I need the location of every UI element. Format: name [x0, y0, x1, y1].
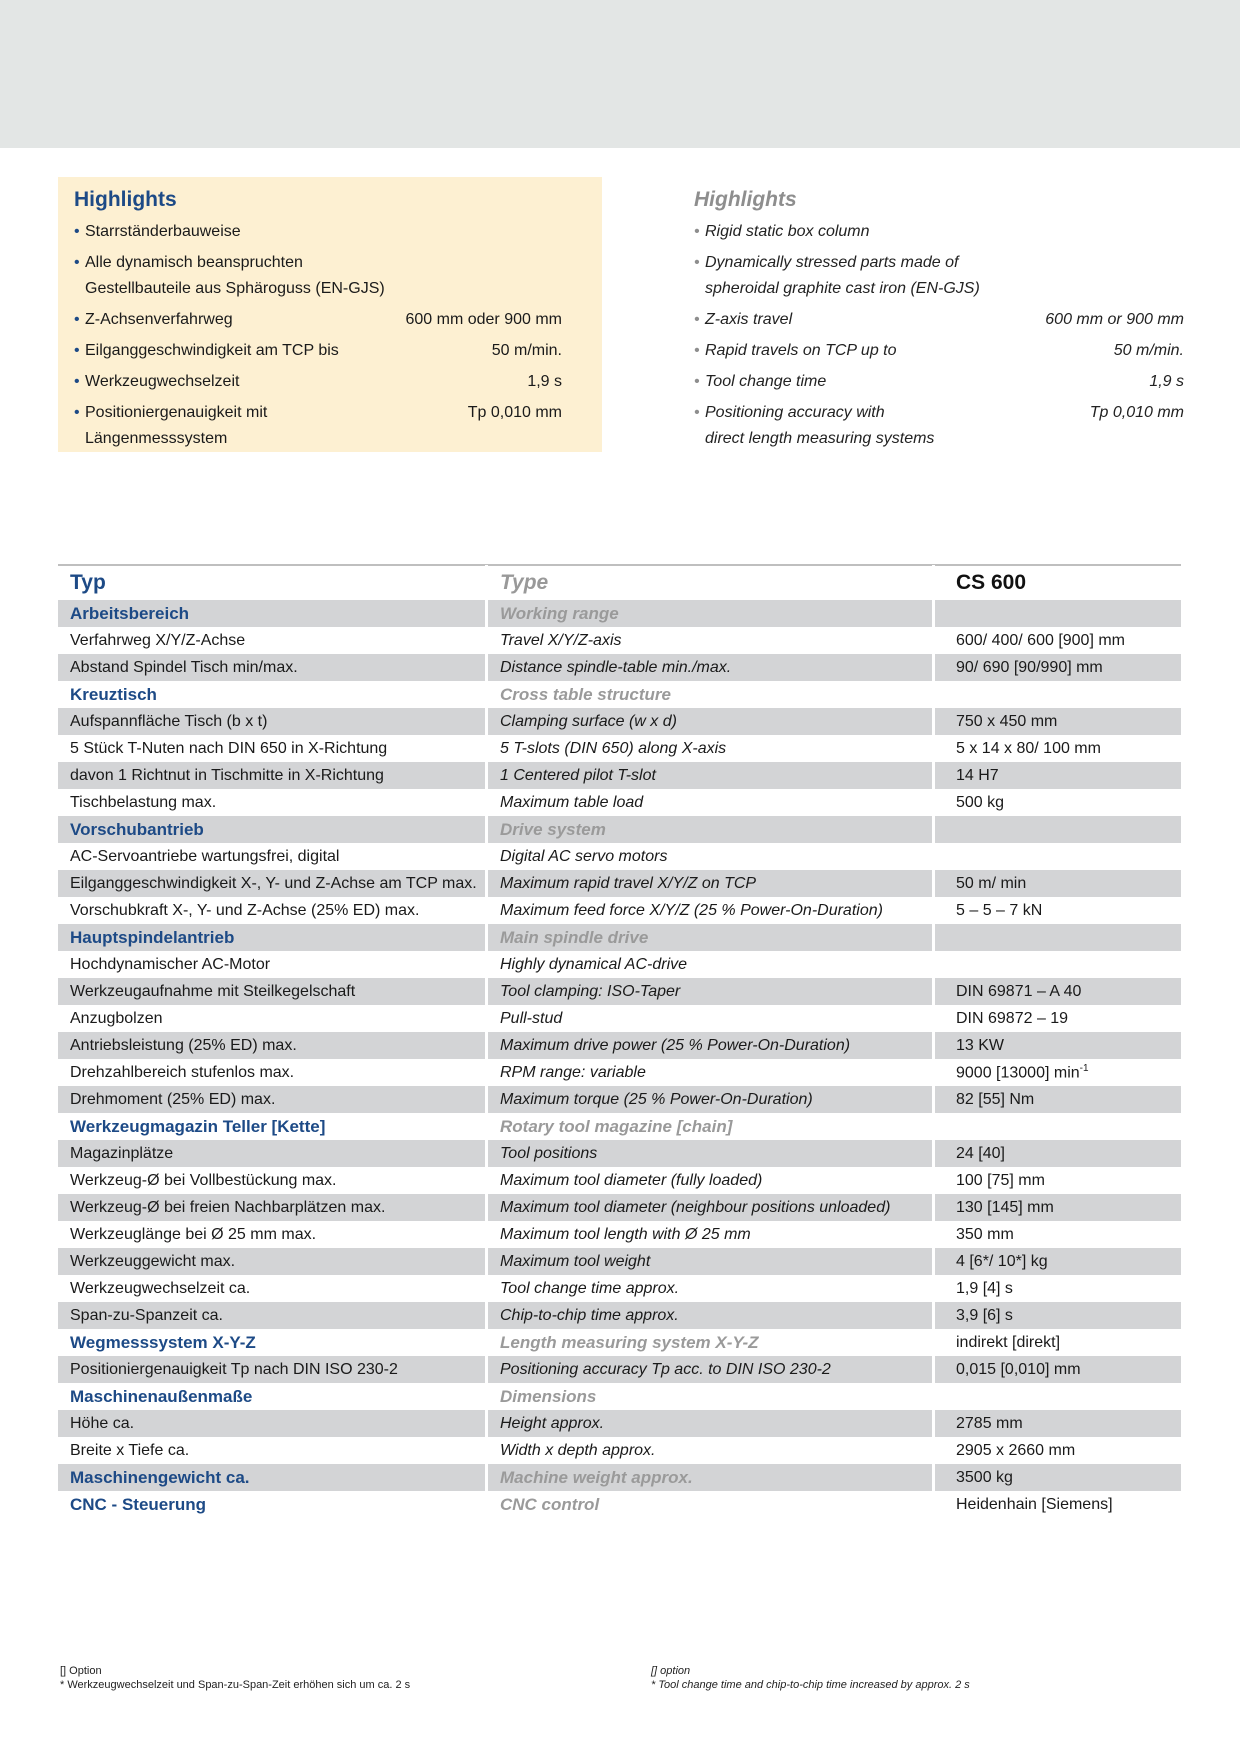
- highlight-en-item: [694, 219, 1184, 245]
- bullet-icon: •: [74, 342, 80, 359]
- cell-en-text: Chip-to-chip time approx.: [500, 1306, 679, 1324]
- cell-en: [485, 708, 932, 735]
- highlight-de-label: Alle dynamisch beanspruchten Gestellbauteile aus Sphäroguss (EN-GJS): [85, 254, 385, 297]
- cell-en-text: Tool clamping: ISO-Taper: [500, 982, 681, 1000]
- cell-val-text: 3500 kg: [956, 1468, 1013, 1486]
- cell-de-text: Positioniergenauigkeit Tp nach DIN ISO 230-2: [70, 1360, 398, 1378]
- table-row: [58, 978, 1181, 1005]
- cell-en: [485, 843, 932, 870]
- highlight-en-item: [694, 338, 1184, 364]
- bullet-icon: •: [694, 223, 700, 240]
- cell-en: [485, 1248, 932, 1275]
- cell-de-text: Werkzeuggewicht max.: [70, 1252, 236, 1270]
- highlight-de-label: Starrständerbauweise: [85, 223, 241, 240]
- cell-en-text: Working range: [500, 603, 619, 623]
- cell-val: [932, 951, 1181, 978]
- cell-val: [932, 654, 1181, 681]
- cell-en-text: Maximum tool diameter (fully loaded): [500, 1171, 763, 1189]
- cell-en: [485, 735, 932, 762]
- cell-val: [932, 870, 1181, 897]
- cell-de: [58, 654, 485, 681]
- cell-val-text: 24 [40]: [956, 1144, 1005, 1162]
- bullet-icon: •: [74, 373, 80, 390]
- cell-val-text: 600/ 400/ 600 [900] mm: [956, 631, 1125, 649]
- cell-val-text: indirekt [direkt]: [956, 1333, 1061, 1351]
- table-row: [58, 1059, 1181, 1086]
- cell-en-text: Length measuring system X-Y-Z: [500, 1332, 759, 1352]
- cell-val-text: 90/ 690 [90/990] mm: [956, 658, 1103, 676]
- cell-de: [58, 1383, 485, 1410]
- cell-de: [58, 1275, 485, 1302]
- cell-de-text: davon 1 Richtnut in Tischmitte in X-Richtung: [70, 766, 384, 784]
- cell-en-text: Maximum feed force X/Y/Z (25 % Power-On-Duration): [500, 901, 883, 919]
- section-row: [58, 1113, 1181, 1140]
- cell-val: [932, 924, 1181, 951]
- header-type: Type: [485, 565, 932, 600]
- cell-en: [485, 951, 932, 978]
- highlight-en-value: 600 mm or 900 mm: [1045, 311, 1184, 328]
- cell-de-text: Drehmoment (25% ED) max.: [70, 1090, 276, 1108]
- cell-en-text: CNC control: [500, 1494, 600, 1514]
- highlight-de-value: 50 m/min.: [491, 342, 562, 359]
- cell-de-text: Höhe ca.: [70, 1414, 135, 1432]
- cell-de: [58, 1140, 485, 1167]
- cell-val-text: 350 mm: [956, 1225, 1014, 1243]
- bullet-icon: •: [74, 223, 80, 240]
- highlight-de-item: [74, 400, 562, 452]
- cell-de: [58, 1059, 485, 1086]
- cell-val-text: 9000 [13000] min: [956, 1064, 1080, 1082]
- highlights-de-title: Highlights: [74, 188, 177, 211]
- cell-en: [485, 1032, 932, 1059]
- highlight-en-label: Tool change time: [705, 373, 827, 390]
- cell-de-text: Abstand Spindel Tisch min/max.: [70, 658, 298, 676]
- cell-en: [485, 1140, 932, 1167]
- cell-en-text: Height approx.: [500, 1414, 605, 1432]
- cell-en-text: 5 T-slots (DIN 650) along X-axis: [500, 739, 727, 757]
- cell-val: [932, 843, 1181, 870]
- cell-de: [58, 1194, 485, 1221]
- cell-en-text: Maximum rapid travel X/Y/Z on TCP: [500, 874, 757, 892]
- cell-en: [485, 1491, 932, 1518]
- cell-de-text: Wegmesssystem X-Y-Z: [70, 1332, 256, 1352]
- highlight-en-item: [694, 369, 1184, 395]
- cell-de: [58, 1086, 485, 1113]
- bullet-icon: •: [694, 404, 700, 421]
- table-row: [58, 627, 1181, 654]
- cell-en: [485, 789, 932, 816]
- highlights-en-list: [686, 219, 1184, 452]
- table-row: [58, 1194, 1181, 1221]
- cell-val-text: 3,9 [6] s: [956, 1306, 1013, 1324]
- table-row: [58, 1275, 1181, 1302]
- cell-val: [932, 600, 1181, 627]
- cell-en: [485, 816, 932, 843]
- highlight-de-value: Tp 0,010 mm: [467, 404, 562, 421]
- table-row: [58, 708, 1181, 735]
- cell-val-text: Heidenhain [Siemens]: [956, 1495, 1113, 1513]
- cell-de: [58, 1248, 485, 1275]
- cell-en: [485, 1167, 932, 1194]
- highlight-de-item: [74, 219, 562, 245]
- cell-en: [485, 1086, 932, 1113]
- table-row: [58, 1032, 1181, 1059]
- highlight-en-label: Rigid static box column: [705, 223, 870, 240]
- cell-en-text: Main spindle drive: [500, 927, 649, 947]
- cell-en: [485, 1275, 932, 1302]
- cell-de-text: CNC - Steuerung: [70, 1494, 206, 1514]
- cell-en-text: 1 Centered pilot T-slot: [500, 766, 656, 784]
- highlight-en-item: [694, 307, 1184, 333]
- cell-val: [932, 816, 1181, 843]
- cell-de: [58, 1032, 485, 1059]
- highlight-en-value: 50 m/min.: [1113, 342, 1184, 359]
- cell-en: [485, 1302, 932, 1329]
- cell-val-text: 5 x 14 x 80/ 100 mm: [956, 739, 1101, 757]
- footnote-star-de: * Werkzeugwechselzeit und Span-zu-Span-Zeit erhöhen sich um ca. 2 s: [60, 1679, 411, 1691]
- cell-en: [485, 1410, 932, 1437]
- cell-val-text: 500 kg: [956, 793, 1005, 811]
- highlight-de-label: Eilganggeschwindigkeit am TCP bis: [85, 342, 339, 359]
- bullet-icon: •: [694, 311, 700, 328]
- cell-de: [58, 951, 485, 978]
- cell-de: [58, 762, 485, 789]
- cell-val: [932, 1194, 1181, 1221]
- table-row: [58, 1437, 1181, 1464]
- table-row: [58, 1248, 1181, 1275]
- bullet-icon: •: [74, 404, 80, 421]
- cell-en-text: Tool change time approx.: [500, 1279, 680, 1297]
- cell-de-text: Span-zu-Spanzeit ca.: [70, 1306, 223, 1324]
- table-row: [58, 1140, 1181, 1167]
- cell-de-text: Werkzeugwechselzeit ca.: [70, 1279, 251, 1297]
- cell-val: [932, 1329, 1181, 1356]
- cell-de: [58, 870, 485, 897]
- cell-de-text: Tischbelastung max.: [70, 793, 217, 811]
- cell-de-text: Vorschubkraft X-, Y- und Z-Achse (25% ED) max.: [70, 901, 420, 919]
- cell-val-text: 100 [75] mm: [956, 1171, 1045, 1189]
- cell-de-text: Eilganggeschwindigkeit X-, Y- und Z-Achse am TCP max.: [70, 874, 477, 892]
- cell-en: [485, 1383, 932, 1410]
- cell-en: [485, 1221, 932, 1248]
- cell-de-text: Vorschubantrieb: [70, 819, 204, 839]
- cell-de: [58, 924, 485, 951]
- table-row: [58, 843, 1181, 870]
- cell-de-text: Hauptspindelantrieb: [70, 927, 235, 947]
- cell-val-text: 4 [6*/ 10*] kg: [956, 1252, 1048, 1270]
- table-row: [58, 870, 1181, 897]
- cell-de: [58, 897, 485, 924]
- highlight-de-item: [74, 338, 562, 364]
- section-row: [58, 1383, 1181, 1410]
- cell-de-text: AC-Servoantriebe wartungsfrei, digital: [70, 847, 340, 865]
- cell-en-text: Width x depth approx.: [500, 1441, 656, 1459]
- table-row: [58, 654, 1181, 681]
- cell-en: [485, 1329, 932, 1356]
- cell-val: [932, 897, 1181, 924]
- cell-de-text: Werkzeug-Ø bei Vollbestückung max.: [70, 1171, 337, 1189]
- cell-val-text: 1,9 [4] s: [956, 1279, 1013, 1297]
- cell-en: [485, 1059, 932, 1086]
- footnote-option-en: [] option: [651, 1665, 691, 1677]
- highlight-de-item: [74, 369, 562, 395]
- cell-de-text: Breite x Tiefe ca.: [70, 1441, 190, 1459]
- cell-en-text: Dimensions: [500, 1386, 597, 1406]
- section-row: [58, 1464, 1181, 1491]
- cell-val: [932, 1302, 1181, 1329]
- cell-en: [485, 1464, 932, 1491]
- cell-en-text: Tool positions: [500, 1144, 598, 1162]
- highlight-de-label: Positioniergenauigkeit mit Längenmesssystem: [85, 404, 268, 447]
- header-model: CS 600: [932, 565, 1181, 600]
- cell-en-text: Clamping surface (w x d): [500, 712, 677, 730]
- cell-val-text: 750 x 450 mm: [956, 712, 1058, 730]
- cell-en: [485, 897, 932, 924]
- cell-de-text: Magazinplätze: [70, 1144, 174, 1162]
- cell-de-text: Antriebsleistung (25% ED) max.: [70, 1036, 297, 1054]
- highlight-en-item: [694, 400, 1184, 452]
- bullet-icon: •: [694, 254, 700, 271]
- cell-en: [485, 1437, 932, 1464]
- cell-en: [485, 681, 932, 708]
- cell-de: [58, 1329, 485, 1356]
- table-row: [58, 1356, 1181, 1383]
- cell-val: [932, 708, 1181, 735]
- table-header-row: [58, 565, 1181, 600]
- cell-val-text: DIN 69872 – 19: [956, 1009, 1069, 1027]
- cell-val: [932, 978, 1181, 1005]
- highlight-de-item: [74, 250, 562, 302]
- cell-de: [58, 1437, 485, 1464]
- cell-de: [58, 1005, 485, 1032]
- bullet-icon: •: [74, 311, 80, 328]
- cell-val: [932, 1167, 1181, 1194]
- table-row: [58, 762, 1181, 789]
- cell-val-text: 82 [55] Nm: [956, 1090, 1035, 1108]
- cell-val-text: 2785 mm: [956, 1414, 1023, 1432]
- cell-en: [485, 762, 932, 789]
- cell-val: [932, 789, 1181, 816]
- cell-en: [485, 1194, 932, 1221]
- cell-de: [58, 816, 485, 843]
- cell-de: [58, 978, 485, 1005]
- cell-val-text: 14 H7: [956, 766, 999, 784]
- cell-de: [58, 1410, 485, 1437]
- cell-de: [58, 1167, 485, 1194]
- highlight-en-label: Z-axis travel: [705, 311, 793, 328]
- cell-de-text: Arbeitsbereich: [70, 603, 190, 623]
- cell-de: [58, 1302, 485, 1329]
- cell-en: [485, 1356, 932, 1383]
- cell-de-text: 5 Stück T-Nuten nach DIN 650 in X-Richtung: [70, 739, 388, 757]
- highlight-en-label: Positioning accuracy with direct length measuring systems: [705, 404, 935, 447]
- cell-val-text: 13 KW: [956, 1036, 1005, 1054]
- cell-de-text: Verfahrweg X/Y/Z-Achse: [70, 631, 246, 649]
- highlights-en: [680, 177, 1188, 452]
- footnote-option-de: [] Option: [60, 1665, 102, 1677]
- table-row: [58, 951, 1181, 978]
- highlight-de-label: Z-Achsenverfahrweg: [85, 311, 233, 328]
- cell-en-text: RPM range: variable: [500, 1063, 646, 1081]
- cell-en: [485, 978, 932, 1005]
- cell-val-text: DIN 69871 – A 40: [956, 982, 1082, 1000]
- table-row: [58, 1167, 1181, 1194]
- cell-val: [932, 1086, 1181, 1113]
- cell-val: [932, 1275, 1181, 1302]
- cell-en-text: Maximum tool diameter (neighbour positions unloaded): [500, 1198, 891, 1216]
- cell-en-text: Travel X/Y/Z-axis: [500, 631, 622, 649]
- cell-de: [58, 1113, 485, 1140]
- table-row: [58, 1221, 1181, 1248]
- cell-de: [58, 843, 485, 870]
- cell-val: [932, 627, 1181, 654]
- cell-de: [58, 1356, 485, 1383]
- cell-de-text: Aufspannfläche Tisch (b x t): [70, 712, 268, 730]
- cell-de-text: Hochdynamischer AC-Motor: [70, 955, 271, 973]
- cell-val: [932, 762, 1181, 789]
- table-row: [58, 897, 1181, 924]
- footnote-star-en: * Tool change time and chip-to-chip time increased by approx. 2 s: [651, 1679, 970, 1691]
- cell-de-text: Werkzeug-Ø bei freien Nachbarplätzen max.: [70, 1198, 386, 1216]
- cell-de: [58, 600, 485, 627]
- bullet-icon: •: [694, 342, 700, 359]
- cell-val: [932, 1410, 1181, 1437]
- cell-val: [932, 1221, 1181, 1248]
- cell-en-text: Drive system: [500, 819, 606, 839]
- footnotes-en: [651, 1664, 970, 1692]
- cell-val: [932, 1140, 1181, 1167]
- cell-val: [932, 1491, 1181, 1518]
- highlight-en-value: 1,9 s: [1149, 373, 1184, 390]
- section-row: [58, 681, 1181, 708]
- cell-en: [485, 600, 932, 627]
- cell-val: [932, 1464, 1181, 1491]
- cell-de: [58, 627, 485, 654]
- cell-en: [485, 1005, 932, 1032]
- cell-de: [58, 1464, 485, 1491]
- table-row: [58, 1302, 1181, 1329]
- cell-en-text: Highly dynamical AC-drive: [500, 955, 688, 973]
- cell-en-text: Positioning accuracy Tp acc. to DIN ISO 230-2: [500, 1360, 831, 1378]
- cell-val: [932, 1356, 1181, 1383]
- cell-val: [932, 1032, 1181, 1059]
- table-row: [58, 789, 1181, 816]
- cell-en-text: Maximum tool weight: [500, 1252, 651, 1270]
- cell-en-text: Maximum torque (25 % Power-On-Duration): [500, 1090, 813, 1108]
- cell-val: [932, 1437, 1181, 1464]
- highlight-en-label: Rapid travels on TCP up to: [705, 342, 897, 359]
- cell-en: [485, 654, 932, 681]
- cell-val: [932, 1383, 1181, 1410]
- section-row: [58, 600, 1181, 627]
- cell-val-text: 50 m/ min: [956, 874, 1027, 892]
- table-row: [58, 1086, 1181, 1113]
- cell-val-text: 0,015 [0,010] mm: [956, 1360, 1081, 1378]
- cell-val-text: 2905 x 2660 mm: [956, 1441, 1076, 1459]
- section-row: [58, 1491, 1181, 1518]
- cell-de-text: Maschinengewicht ca.: [70, 1467, 250, 1487]
- cell-en-text: Machine weight approx.: [500, 1467, 693, 1487]
- highlights-de: [58, 177, 602, 452]
- cell-de-text: Maschinenaußenmaße: [70, 1386, 253, 1406]
- cell-de-text: Anzugbolzen: [70, 1009, 163, 1027]
- highlight-de-value: 1,9 s: [527, 373, 562, 390]
- section-row: [58, 816, 1181, 843]
- spec-table: [58, 565, 1181, 1518]
- cell-val-text: 5 – 5 – 7 kN: [956, 901, 1043, 919]
- table-row: [58, 1410, 1181, 1437]
- cell-en-text: Pull-stud: [500, 1009, 563, 1027]
- cell-en-text: Rotary tool magazine [chain]: [500, 1116, 733, 1136]
- highlight-en-label: Dynamically stressed parts made of spheroidal graphite cast iron (EN-GJS): [705, 254, 980, 297]
- cell-val: [932, 1005, 1181, 1032]
- cell-en: [485, 870, 932, 897]
- footnotes-de: [60, 1664, 410, 1692]
- cell-en-text: Maximum tool length with Ø 25 mm: [500, 1225, 751, 1243]
- bullet-icon: •: [74, 254, 80, 271]
- cell-de: [58, 1491, 485, 1518]
- cell-val: [932, 681, 1181, 708]
- cell-en-text: Digital AC servo motors: [500, 847, 668, 865]
- cell-de: [58, 708, 485, 735]
- highlights-de-list: [66, 219, 562, 452]
- cell-de-text: Werkzeugmagazin Teller [Kette]: [70, 1116, 326, 1136]
- cell-en-text: Maximum drive power (25 % Power-On-Duration): [500, 1036, 851, 1054]
- cell-en-text: Cross table structure: [500, 684, 671, 704]
- cell-val: [932, 735, 1181, 762]
- highlight-en-item: [694, 250, 1184, 302]
- section-row: [58, 1329, 1181, 1356]
- highlight-de-item: [74, 307, 562, 333]
- cell-val: [932, 1248, 1181, 1275]
- cell-val-text: 130 [145] mm: [956, 1198, 1054, 1216]
- cell-val: [932, 1059, 1181, 1086]
- cell-en: [485, 627, 932, 654]
- cell-de-text: Werkzeuglänge bei Ø 25 mm max.: [70, 1225, 317, 1243]
- cell-de-text: Kreuztisch: [70, 684, 157, 704]
- cell-de: [58, 789, 485, 816]
- cell-de-text: Drehzahlbereich stufenlos max.: [70, 1063, 295, 1081]
- highlight-de-value: 600 mm oder 900 mm: [405, 311, 562, 328]
- cell-en-text: Maximum table load: [500, 793, 644, 811]
- cell-val-superscript: -1: [1079, 1062, 1089, 1074]
- highlights-en-title: Highlights: [694, 188, 797, 211]
- cell-de: [58, 681, 485, 708]
- highlight-en-value: Tp 0,010 mm: [1089, 404, 1184, 421]
- section-row: [58, 924, 1181, 951]
- bullet-icon: •: [694, 373, 700, 390]
- highlight-de-label: Werkzeugwechselzeit: [85, 373, 240, 390]
- table-row: [58, 1005, 1181, 1032]
- header-typ: Typ: [70, 570, 106, 594]
- cell-de-text: Werkzeugaufnahme mit Steilkegelschaft: [70, 982, 356, 1000]
- cell-de: [58, 1221, 485, 1248]
- top-band: [0, 0, 1240, 148]
- cell-en-text: Distance spindle-table min./max.: [500, 658, 732, 676]
- cell-en: [485, 924, 932, 951]
- cell-de: [58, 735, 485, 762]
- table-row: [58, 735, 1181, 762]
- cell-val: [932, 1113, 1181, 1140]
- cell-en: [485, 1113, 932, 1140]
